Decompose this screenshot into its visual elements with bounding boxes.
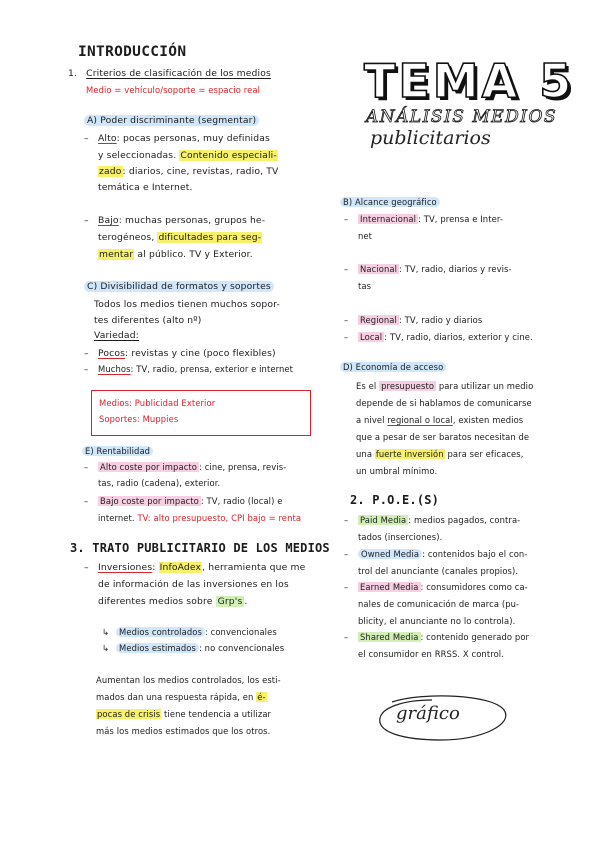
earned-media-line-1: – Earned Media : consumidores como ca- [344,582,528,592]
d-line-2: depende de si hablamos de comunicarse [356,398,532,408]
medios-controlados-line: ↳ Medios controlados : convencionales [102,625,277,641]
bajo-line-2: terogéneos, dificultades para seg- [98,232,262,243]
d-line-6: un umbral mínimo. [356,466,438,476]
local-line: – Local : TV, radio, diarios, exterior y cine. [344,332,533,342]
publicitarios-subtitle: publicitarios [370,127,491,149]
example-box-line-1: Medios: Publicidad Exterior [99,398,216,408]
medios-estimados-line: ↳ Medios estimados : no convencionales [102,641,284,657]
d-line-3: a nivel regional o local, existen medios [356,415,524,425]
analisis-subtitle: ANÁLISIS MEDIOS [366,107,558,127]
criterion-c-label: C) Divisibilidad de formatos y soportes [84,279,274,295]
d-line-5: una fuerte inversión para ser eficaces, [356,449,524,459]
tema-title: TEMA 5 [364,54,575,108]
arrow-icon: ↳ [102,643,110,653]
d-line-1: Es el presupuesto para utilizar un medio [356,381,534,391]
earned-media-line-2: nales de comunicación de marca (pu- [358,599,520,609]
c-line-1: Todos los medios tienen muchos sopor- [94,299,280,310]
internacional-line-1: – Internacional : TV, prensa e Inter- [344,214,503,224]
criterion-e-label: E) Rentabilidad [82,444,153,460]
section-3-title: 3. TRATO PUBLICITARIO DE LOS MEDIOS [70,541,330,555]
section-1-number: 1. [68,68,78,79]
example-box-line-2: Soportes: Muppies [99,414,179,424]
d-line-4: que a pesar de ser baratos necesitan de [356,432,530,442]
alto-line-1: – Alto: pocas personas, muy definidas [84,133,270,144]
criterion-b-label: B) Alcance geográfico [340,195,440,211]
earned-media-line-3: blicity, el anunciante no lo controla). [358,616,516,626]
paid-media-line-2: tados (inserciones). [358,532,443,542]
section-1-title: Criterios de clasificación de los medios [86,68,271,79]
intro-title: INTRODUCCIÓN [78,44,187,60]
alto-line-3: zado: diarios, cine, revistas, radio, TV [99,166,279,177]
pocos-line: – Pocos: revistas y cine (poco flexibles) [84,348,276,359]
shared-media-line-1: – Shared Media : contenido generado por [344,632,530,642]
paragraph-line-4: más los medios estimados que los otros. [96,726,271,736]
nacional-line-2: tas [358,281,372,291]
arrow-icon: ↳ [102,627,110,637]
grafico-label: gráfico [396,703,460,724]
bajo-line-3: mentar al público. TV y Exterior. [99,249,253,260]
paragraph-line-3: pocas de crisis tiene tendencia a utilizar [97,709,272,719]
alto-line-4: temática e Internet. [98,182,193,193]
muchos-line: – Muchos: TV, radio, prensa, exterior e internet [84,364,294,374]
c-line-2: tes diferentes (alto nº) [94,315,202,326]
section-2-title: 2. P.O.E.(S) [350,493,440,507]
variedad-label: Variedad: [94,330,139,341]
paid-media-line-1: – Paid Media : medios pagados, contra- [344,515,521,525]
medio-definition: Medio = vehículo/soporte = espacio real [86,85,261,95]
bajo-line-1: – Bajo: muchas personas, grupos he- [84,215,266,226]
criterion-d-label: D) Economía de acceso [340,360,446,376]
inversiones-line-2: de información de las inversiones en los [98,579,289,590]
paragraph-line-2: mados dan una respuesta rápida, en é- [96,692,266,702]
paragraph-line-1: Aumentan los medios controlados, los esti- [96,675,281,685]
e-bajo-line-1: – Bajo coste por impacto : TV, radio (local) e [84,496,283,506]
shared-media-line-2: el consumidor en RRSS. X control. [358,649,504,659]
section-1-heading [68,66,271,82]
nacional-line-1: – Nacional : TV, radio, diarios y revis- [344,264,512,274]
owned-media-line-1: – Owned Media : contenidos bajo el con- [344,549,528,559]
internacional-line-2: net [358,231,373,241]
regional-line: – Regional : TV, radio y diarios [344,315,483,325]
owned-media-line-2: trol del anunciante (canales propios). [358,566,519,576]
e-alto-line-2: tas, radio (cadena), exterior. [98,478,221,488]
inversiones-line-3: diferentes medios sobre Grp's . [98,596,248,607]
criterion-a-label: A) Poder discriminante (segmentar) [84,113,259,129]
alto-line-2: y seleccionadas. Contenido especiali- [98,150,277,161]
e-alto-line-1: – Alto coste por impacto : cine, prensa, revis- [84,462,287,472]
inversiones-line-1: – Inversiones: InfoAdex, herramienta que me [84,562,306,573]
e-bajo-line-2: internet. TV: alto presupuesto, CPI bajo = renta [98,513,302,523]
